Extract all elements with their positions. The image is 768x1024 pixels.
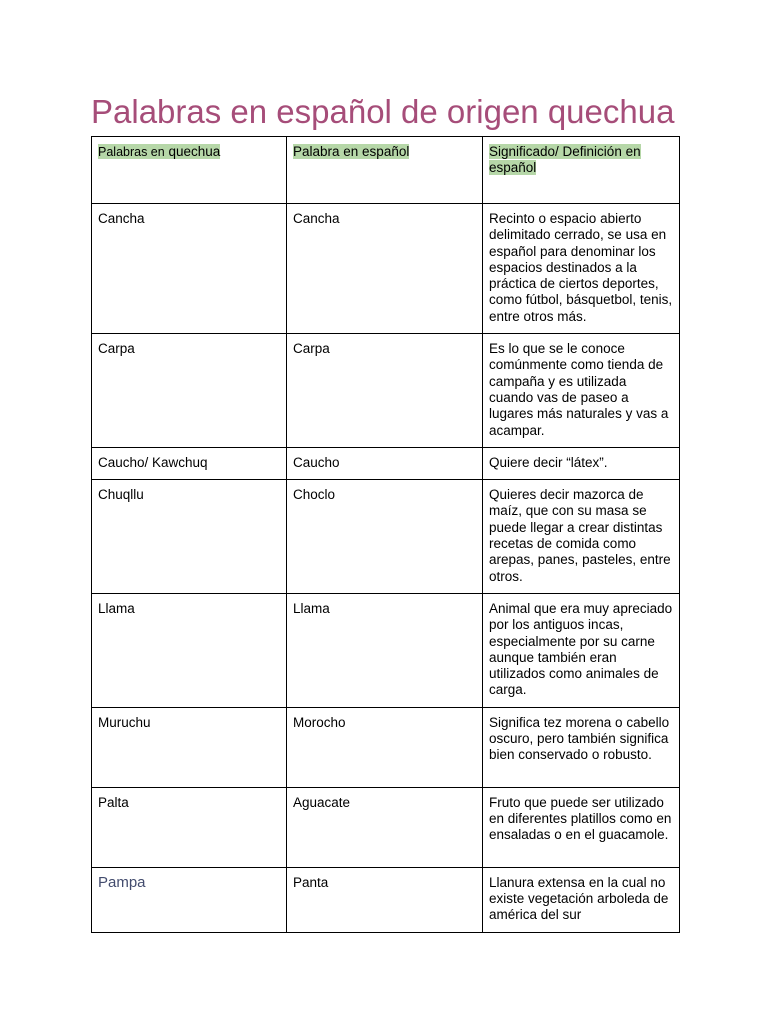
header-espanol-label: Palabra en español	[293, 144, 410, 159]
words-table	[91, 136, 680, 933]
cell-significado: Recinto o espacio abierto delimitado cerrado, se usa en español para denominar los espacios destinados a la práctica de ciertos deportes, como fútbol, básquetbol, tenis, entre otros más.	[483, 204, 680, 334]
page-title: Palabras en español de origen quechua	[91, 93, 675, 130]
header-significado-label: Significado/ Definición en español	[489, 144, 641, 176]
cell-significado: Animal que era muy apreciado por los antiguos incas, especialmente por su carne aunque también eran utilizados como animales de carga.	[483, 593, 680, 707]
header-cell-quechua	[92, 137, 287, 204]
cell-espanol: Caucho	[287, 447, 483, 479]
cell-quechua: Llama	[92, 593, 287, 707]
cell-espanol: Choclo	[287, 480, 483, 594]
table-header-row	[92, 137, 680, 204]
table-row	[92, 707, 680, 787]
cell-espanol: Carpa	[287, 334, 483, 448]
cell-quechua: Palta	[92, 787, 287, 867]
cell-espanol: Panta	[287, 867, 483, 932]
cell-quechua	[92, 867, 287, 932]
table-row	[92, 867, 680, 932]
table-row	[92, 480, 680, 594]
cell-quechua: Carpa	[92, 334, 287, 448]
table-row	[92, 593, 680, 707]
cell-significado: Fruto que puede ser utilizado en diferentes platillos como en ensaladas o en el guacamole.	[483, 787, 680, 867]
header-quechua-label-a: Palabras en	[98, 145, 165, 159]
cell-significado: Quiere decir “látex”.	[483, 447, 680, 479]
header-cell-espanol	[287, 137, 483, 204]
table-row	[92, 787, 680, 867]
cell-significado: Significa tez morena o cabello oscuro, pero también significa bien conservado o robusto.	[483, 707, 680, 787]
cell-significado: Es lo que se le conoce comúnmente como tienda de campaña y es utilizada cuando vas de paseo a lugares más naturales y vas a acampar.	[483, 334, 680, 448]
cell-quechua: Cancha	[92, 204, 287, 334]
cell-significado: Quieres decir mazorca de maíz, que con su masa se puede llegar a crear distintas recetas de comida como arepas, panes, pasteles, entre otros.	[483, 480, 680, 594]
header-quechua-label-b: quechua	[168, 144, 221, 159]
cell-espanol: Morocho	[287, 707, 483, 787]
cell-espanol: Aguacate	[287, 787, 483, 867]
cell-espanol: Llama	[287, 593, 483, 707]
cell-quechua: Chuqllu	[92, 480, 287, 594]
header-cell-significado	[483, 137, 680, 204]
cell-significado: Llanura extensa en la cual no existe vegetación arboleda de américa del sur	[483, 867, 680, 932]
table-row	[92, 334, 680, 448]
cell-quechua: Muruchu	[92, 707, 287, 787]
table-row	[92, 204, 680, 334]
cell-quechua: Caucho/ Kawchuq	[92, 447, 287, 479]
cell-quechua-text: Pampa	[98, 873, 146, 891]
table-row	[92, 447, 680, 479]
cell-espanol: Cancha	[287, 204, 483, 334]
